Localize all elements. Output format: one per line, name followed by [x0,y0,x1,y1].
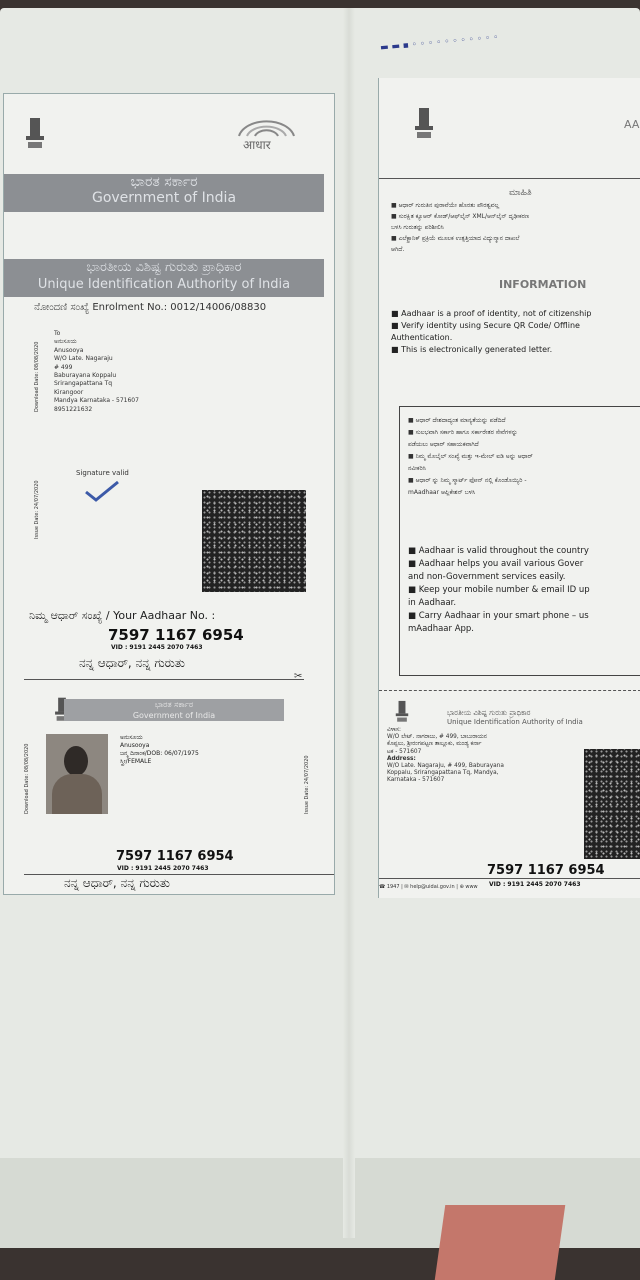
back-aadhaar-number: 7597 1167 6954 [487,863,605,878]
kn-info-item: ■ ಸುರಕ್ಷಿತ ಕ್ಯೂಆರ್ ಕೋಡ್/ಆಫ್‌ಲೈನ್ XML/ಆನ್‌ಲೈನ್ ದೃಢೀಕರಣ [391,213,530,220]
holder-photo [46,734,108,814]
box-en-item: ■ Aadhaar is valid throughout the country [408,546,589,556]
signature-label: Signature valid [76,469,129,477]
box-kn-item: ■ ನಿಮ್ಮ ಮೊಬೈಲ್ ಸಂಖ್ಯೆ ಮತ್ತು ಇ-ಮೇಲ್ ಐಡಿ ಅನ್ನು ಆಧಾರ್ [408,453,533,460]
info-item: ■ This is electronically generated letter. [391,345,553,354]
download-date: Download Date: 08/08/2020 [34,341,40,412]
back-address [387,727,504,785]
gov-kannada: ಭಾರತ ಸರ್ಕಾರ [130,174,198,190]
card-aadhaar-number: 7597 1167 6954 [116,849,234,864]
card-gov-english: Government of India [132,711,216,720]
back-heading-kannada: ಭಾರತೀಯ ವಿಶಿಷ್ಟ ಗುರುತು ಪ್ರಾಧಿಕಾರ [447,709,531,717]
aadhaar-logo-text: आधार [243,138,271,152]
card-tagline: ನನ್ನ ಆಧಾರ್, ನನ್ನ ಗುರುತು [64,876,170,890]
aadhaar-number: 7597 1167 6954 [108,626,244,644]
box-english-list [408,545,590,636]
info-item: ■ Aadhaar is a proof of identity, not of citizenship [391,309,592,318]
address-line: Srirangapattana Tq [54,380,113,388]
kn-info-item: ■ ಆಧಾರ್ ಗುರುತಿನ ಪುರಾವೆಯೇ ಹೊರತು ಪೌರತ್ವವಲ್ಲ [391,202,500,209]
card-vid-number: VID : 9191 2445 2070 7463 [117,865,209,872]
back-heading-english: Unique Identification Authority of India [447,718,583,726]
holder-details [120,734,199,766]
address-line: W/O Late. Nagaraju [54,355,113,363]
box-en-item: mAadhaar App. [408,624,475,634]
paper-sheet [0,8,640,1238]
aadhaar-logo-icon [229,114,304,154]
address-line: ಅನುಸೂಯ [54,338,77,346]
photo-head [64,746,88,776]
government-banner [4,174,324,212]
kannada-info-list [391,200,529,255]
back-vid-number: VID : 9191 2445 2070 7463 [489,881,581,888]
box-kn-item: ■ ಸುಲಭವಾಗಿ ಸರ್ಕಾರಿ ಹಾಗೂ ಸರ್ಕಾರೇತರ ಸೇವೆಗಳನ್ನು [408,429,518,436]
holder-gender: ಸ್ತ್ರೀ/FEMALE [120,758,152,765]
card-issue-date: Issue Date: 24/07/2020 [304,755,310,814]
card-gov-banner [64,699,284,721]
info-item: ■ Verify identity using Secure QR Code/ Offline [391,321,580,330]
right-aadhaar-logo: AA [624,118,640,131]
issue-date: Issue Date: 24/07/2020 [34,480,40,539]
enrolment-number: ನೋಂದಣಿ ಸಂಖ್ಯೆ Enrolment No.: 0012/14006/08830 [34,302,267,313]
kn-info-item: ಬಳಸಿ ಗುರುತನ್ನು ಪರಿಶೀಲಿಸಿ [391,224,444,231]
back-emblem-icon [393,699,411,725]
contact-footer: ☎ 1947 | ✉ help@uidai.gov.in | ⊕ www [379,878,640,895]
box-en-item: ■ Carry Aadhaar in your smart phone – us [408,611,589,621]
info-box [399,406,640,676]
card-divider [24,874,334,875]
signature-check-icon [82,478,122,504]
aadhaar-letter-front [3,93,335,895]
box-kannada-list [408,415,533,499]
uidai-kannada: ಭಾರತೀಯ ವಿಶಿಷ್ಟ ಗುರುತು ಪ್ರಾಧಿಕಾರ [86,260,242,275]
address-line: Mandya Karnataka - 571607 [54,397,139,405]
back-heading [447,709,583,727]
photo-body [52,774,102,814]
emblem-icon [22,116,48,152]
scissor-icon: ✂ [294,671,303,682]
box-kn-item: ■ ಆಧಾರ್ ದೇಶದಾದ್ಯಂತ ಮಾನ್ಯತೆಯನ್ನು ಪಡೆದಿದೆ [408,417,506,424]
box-en-item: ■ Aadhaar helps you avail various Gover [408,559,584,569]
qr-code [202,490,306,592]
aadhaar-letter-back [378,78,640,898]
address-line: To [54,330,61,337]
card-gov-kannada: ಭಾರತ ಸರ್ಕಾರ [154,700,194,709]
right-emblem-icon [411,106,437,142]
your-aadhaar-label: ನಿಮ್ಮ ಆಧಾರ್ ಸಂಖ್ಯೆ / Your Aadhaar No. : [29,609,216,622]
uidai-banner [4,259,324,297]
box-kn-item: ■ ಆಧಾರ್ ನ್ನು ನಿಮ್ಮ ಸ್ಮಾರ್ಟ್ ಫೋನ್ ನಲ್ಲಿ ಕೊಂಡೊಯ್ಯಿರಿ - [408,477,527,484]
back-address-line: ವಿಳಾಸ: [387,727,401,733]
cut-line [24,679,304,680]
address-line: 8951221632 [54,405,93,413]
page-fold [343,8,355,1238]
gov-english: Government of India [91,190,237,206]
address-line: # 499 [54,363,73,371]
address-line: Baburayana Koppalu [54,372,117,380]
card-download-date: Download Date: 08/08/2020 [24,743,30,814]
info-item: Authentication. [391,333,453,342]
tagline: ನನ್ನ ಆಧಾರ್, ನನ್ನ ಗುರುತು [79,656,185,670]
box-kn-item: ನವೀಕರಿಸಿ [408,465,426,472]
box-en-item: in Aadhaar. [408,598,457,608]
back-address-line: ಟಕ - 571607 [387,748,422,755]
kn-info-item: ■ ಎಲೆಕ್ಟ್ರಾನಿಕ್ ಪ್ರಕ್ರಿಯೆ ಮೂಲಕ ಉತ್ಪತ್ತಿಯಾದ ವಿದ್ಯುನ್ಮಾನ ದಾಖಲೆ [391,235,520,242]
box-en-item: and non-Government services easily. [408,572,566,582]
right-top-divider [379,178,640,179]
back-address-line: ಕೊಪ್ಪಲು, ಶ್ರೀರಂಗಪಟ್ಟಣ ತಾಲ್ಲೂಕು, ಮಂಡ್ಯ ಕರ್ನಾ [387,741,482,748]
box-kn-item: mAadhaar ಆಪ್ಲಿಕೇಶನ್ ಬಳಸಿ [408,489,476,496]
uidai-english: Unique Identification Authority of India [37,277,291,292]
address-block [54,330,139,414]
information-heading: INFORMATION [499,278,587,291]
holder-name-kannada: ಅನುಸೂಯ [120,734,143,741]
address-line: Anusooya [54,346,84,354]
box-kn-item: ಪಡೆಯಲು ಆಧಾರ್ ಸಹಾಯಕವಾಗಿದೆ [408,441,479,448]
desk-object [435,1205,566,1280]
address-line: Kirangoor [54,388,84,396]
holder-dob: ಜನ್ಮ ದಿನಾಂಕ/DOB: 06/07/1975 [120,750,199,757]
back-qr-code [584,749,640,859]
back-address-line: W/O Late. Nagaraju, # 499, Baburayana [387,763,504,770]
holder-name: Anusooya [120,742,150,749]
handwritten-note: ▬ ▬ ▪ ◦ ◦ ◦ ◦ ◦ ◦ ◦ ◦ ◦ ◦ ◦ [379,32,499,54]
box-en-item: ■ Keep your mobile number & email ID up [408,585,590,595]
back-address-line: Address: [387,755,416,762]
card-back [379,690,640,901]
kannada-info-heading: ಮಾಹಿತಿ [509,188,532,198]
back-address-line: Karnataka - 571607 [387,777,445,784]
information-list [391,308,591,356]
kn-info-item: ಆಗಿದೆ. [391,246,405,253]
vid-number: VID : 9191 2445 2070 7463 [111,644,203,651]
back-address-line: Koppalu, Srirangapattana Tq, Mandya, [387,770,499,777]
back-address-line: W/O ಲೇಟ್. ನಾಗರಾಜು, # 499, ಬಾಬುರಾಯನ [387,734,487,741]
